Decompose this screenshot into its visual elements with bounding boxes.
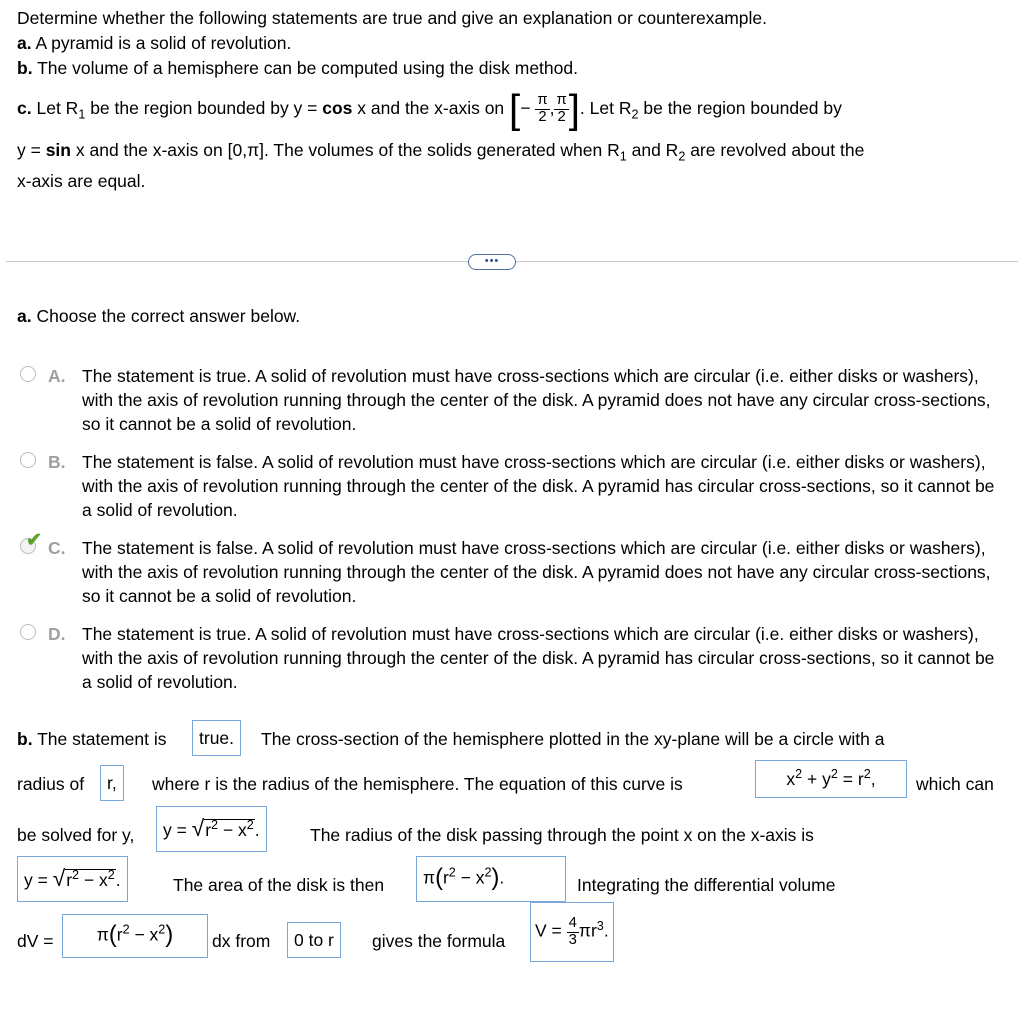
answer-radius-box[interactable] — [100, 765, 124, 801]
part-b-text: be solved for y, — [17, 825, 135, 845]
answer-limits: 0 to r — [294, 929, 334, 950]
part-b-text: The radius of the disk passing through the point x on the x-axis is — [310, 825, 814, 845]
option-d[interactable] — [20, 622, 1010, 694]
answer-radius: r, — [107, 772, 117, 793]
interval-frac-right: $\frac{\pi}{2}$ — [556, 92, 567, 125]
c-text: x and the x-axis on — [352, 98, 505, 118]
c-sin: sin — [45, 140, 71, 160]
part-b-text: Integrating the differential volume — [577, 875, 836, 895]
c-sub: 2 — [631, 107, 639, 122]
answer-y-1: $y = √r^2 - x^2$. — [163, 815, 260, 841]
part-b-text: radius of — [17, 774, 85, 794]
interval-sep: , — [549, 98, 555, 118]
statement-b-prefix: b. — [17, 58, 33, 78]
c-text: be the region bounded by y = — [85, 98, 323, 118]
expand-more-button[interactable]: ••• — [468, 254, 516, 270]
c-cos: cos — [322, 98, 353, 118]
c-sub: 1 — [619, 149, 627, 164]
option-text: The statement is true. A solid of revolution must have cross-sections which are circular (i.e. either disks or washers), with the axis of revolution running through the center of the disk. A pyramid has circular cross-sections, so it cannot be a solid of revolution. — [82, 624, 995, 692]
part-b-text: The cross-section of the hemisphere plotted in the xy-plane will be a circle with a — [261, 729, 885, 749]
answer-truth-box[interactable] — [192, 720, 241, 756]
part-b-text: where r is the radius of the hemisphere. The equation of this curve is — [152, 774, 683, 794]
c-text: x and the x-axis on [0,π]. The volumes of the solids generated when R — [71, 140, 620, 160]
part-b-text: dx from — [212, 931, 271, 951]
check-icon: ✔ — [26, 530, 42, 551]
answer-dv-box[interactable] — [62, 914, 208, 958]
statement-b — [17, 58, 578, 79]
option-text: The statement is true. A solid of revolution must have cross-sections which are circular (i.e. either disks or washers), with the axis of revolution running through the center of the disk. A pyramid does not have any circular cross-sections, so it cannot be a solid of revolution. — [82, 366, 991, 434]
part-b-text: dV = — [17, 931, 54, 951]
option-text: The statement is false. A solid of revolution must have cross-sections which are circular (i.e. either disks or washers), with the axis of revolution running through the center of the disk. A pyramid has circular cross-sections, so it cannot be a solid of revolution. — [82, 452, 995, 520]
statement-c-line2 — [17, 140, 865, 164]
answer-equation-box[interactable] — [755, 760, 907, 798]
radio-option-a[interactable] — [20, 366, 36, 382]
c-text: y = — [17, 140, 46, 160]
part-b-text: The area of the disk is then — [173, 875, 385, 895]
part-a-prefix: a. — [17, 306, 32, 326]
part-b-text: which can — [916, 774, 994, 794]
answer-y-2: $y = √r^2 - x^2$. — [24, 865, 121, 891]
statement-b-text: The volume of a hemisphere can be computed using the disk method. — [37, 58, 578, 78]
c-text: are revolved about the — [685, 140, 865, 160]
answer-formula-box[interactable] — [530, 902, 614, 962]
statement-a-prefix: a. — [17, 33, 32, 53]
option-letter: C. — [48, 538, 66, 558]
option-letter: B. — [48, 452, 66, 472]
interval-bracket-close: ] — [568, 86, 580, 132]
option-c[interactable] — [20, 530, 1010, 608]
radio-option-b[interactable] — [20, 452, 36, 468]
option-letter: A. — [48, 366, 66, 386]
question-intro: Determine whether the following statements are true and give an explanation or counterexample. — [17, 8, 768, 28]
answer-area-box[interactable] — [416, 856, 566, 902]
part-a-prompt-text: Choose the correct answer below. — [36, 306, 301, 326]
c-sub: 2 — [678, 149, 686, 164]
option-text: The statement is false. A solid of revolution must have cross-sections which are circular (i.e. either disks or washers), with the axis of revolution running through the center of the disk. A pyramid does not have any circular cross-sections, so it cannot be a solid of revolution. — [82, 538, 991, 606]
radio-option-d[interactable] — [20, 624, 36, 640]
answer-dv: $\pi(r^2 - x^2)$ — [96, 922, 174, 949]
answer-equation: $x^2 + y^2 = r^2$, — [786, 766, 876, 789]
option-letter: D. — [48, 624, 66, 644]
c-sub: 1 — [78, 107, 86, 122]
statement-c-prefix: c. — [17, 98, 32, 118]
statement-c-line1 — [17, 83, 842, 133]
part-a-prompt — [17, 306, 300, 327]
part-b-text: gives the formula — [372, 931, 506, 951]
statement-a-text: A pyramid is a solid of revolution. — [35, 33, 292, 53]
c-text: and R — [626, 140, 679, 160]
part-b-text: The statement is — [37, 729, 167, 749]
answer-truth: true. — [199, 727, 235, 748]
statement-a — [17, 33, 291, 54]
answer-limits-box[interactable] — [287, 922, 341, 958]
interval-bracket-open: [ — [509, 86, 521, 132]
interval-frac-left: $\frac{\pi}{2}$ — [537, 92, 548, 125]
option-a[interactable] — [20, 364, 1010, 436]
part-b-line1-start — [17, 729, 166, 750]
answer-formula: V = $\frac{4}{3}$ $\pi r^3$. — [535, 914, 609, 948]
option-b[interactable] — [20, 450, 1010, 522]
statement-c-line3: x-axis are equal. — [17, 171, 146, 191]
answer-y-box-1[interactable] — [156, 806, 267, 852]
c-text: Let R — [36, 98, 79, 118]
c-text: be the region bounded by — [638, 98, 842, 118]
answer-y-box-2[interactable] — [17, 856, 128, 902]
c-text: . Let R — [579, 98, 632, 118]
answer-area: $\pi(r^2 - x^2)$. — [423, 865, 505, 892]
interval-neg: − — [520, 98, 531, 118]
part-b-prefix: b. — [17, 729, 33, 749]
